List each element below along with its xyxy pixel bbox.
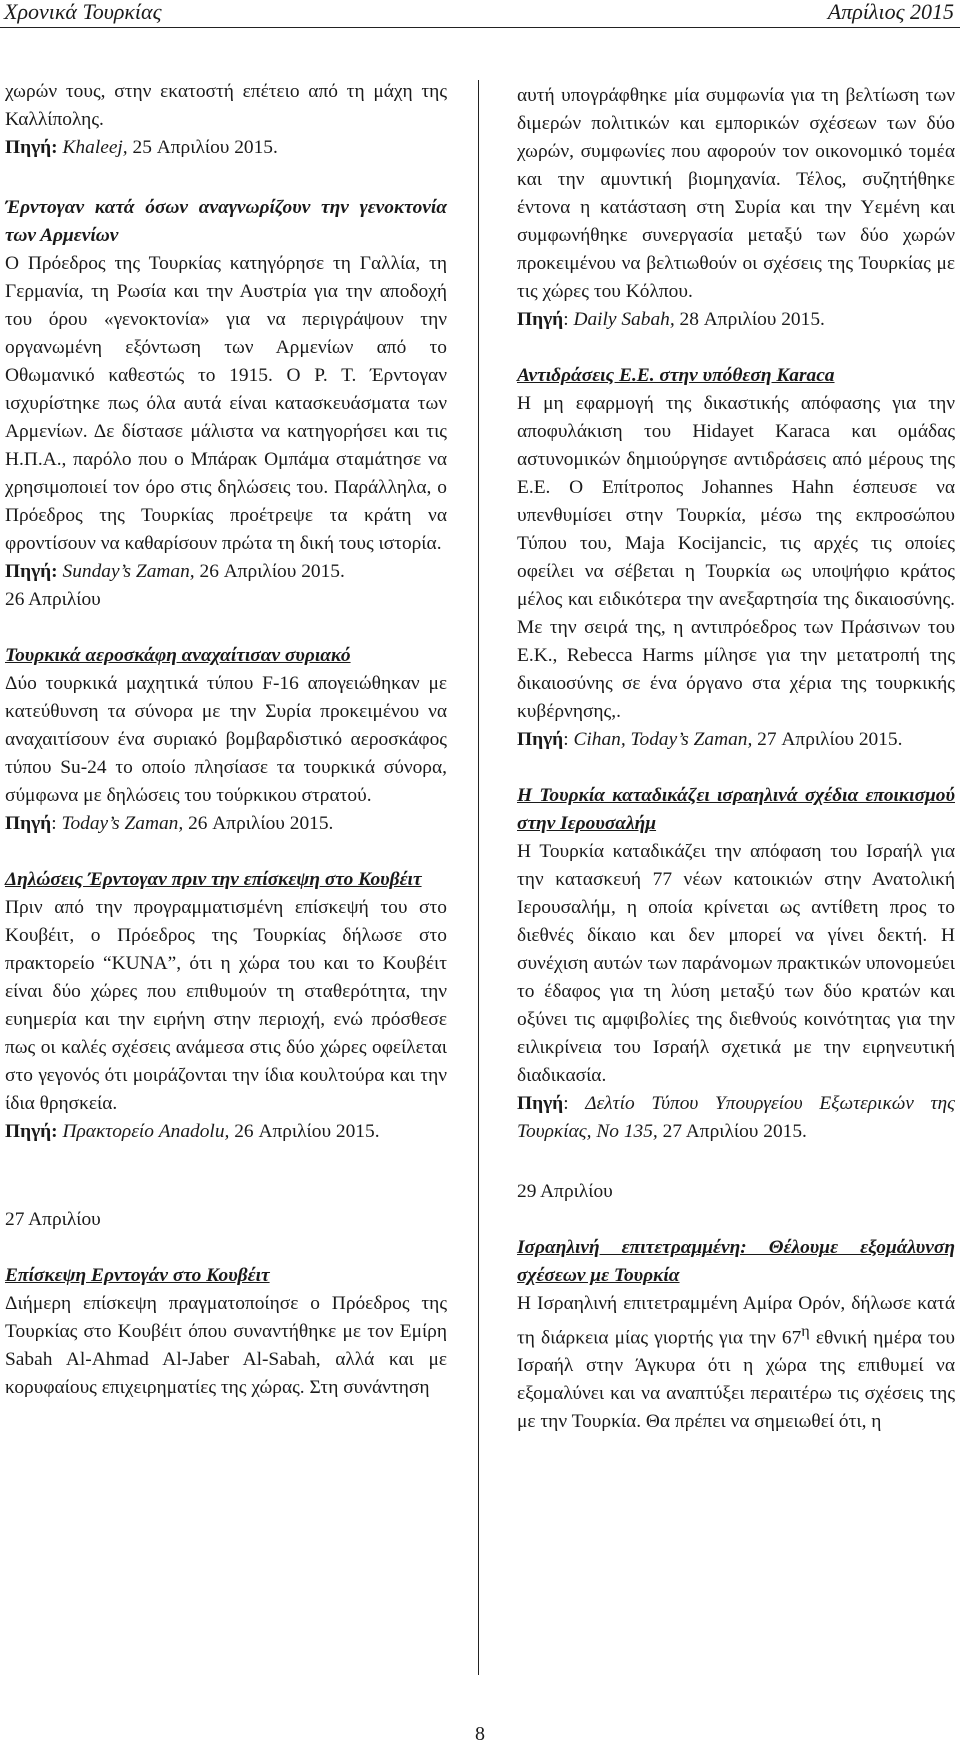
paragraph: Δύο τουρκικά μαχητικά τύπου F-16 απογειώθηκαν με κατεύθυνση τα σύνορα με την Συρία προκειμένου να αναχαιτίσουν ένα συριακό βομβαρδιστικό αεροσκάφος τύπου Su-24 το οποίο πλησίασε τα τουρκικά σύνορα, σύμφωνα με δηλώσεις του τούρκικου στρατού.	[5, 673, 447, 806]
source-line: Πηγή: Today’s Zaman, 26 Απριλίου 2015.	[5, 813, 334, 834]
date-label: 26 Απριλίου	[5, 589, 101, 610]
paragraph: Η μη εφαρμογή της δικαστικής απόφασης για την αποφυλάκιση του Hidayet Karaca και ομάδας αστυνομικών δημιούργησε αντιδράσεις από μέρους της Ε.Ε. Ο Επίτροπος Johannes Hahn έσπευσε να υπενθυμίσει στην Τουρκία, μέσω της εκπροσώπου Τύπου του, Maja Kocijancic, τις αρχές τις οποίες οφείλει να σέβεται η Τουρκία ως υποψήφιο κράτος μέλος και ειδικότερα την ανεξαρτησία της δικαιοσύνης. Με την σειρά της, η αντιπρόεδρος των Πράσινων του Ε.Κ., Rebecca Harms μίλησε για την μετατροπή της δικαιοσύνης σε ένα όργανο στα χέρια της τουρκικής κυβέρνησης,.	[517, 393, 955, 722]
source-line: Πηγή: Khaleej, 25 Απριλίου 2015.	[5, 137, 278, 158]
date-label: 27 Απριλίου	[5, 1209, 101, 1230]
running-header	[0, 0, 960, 26]
article-heading: Αντιδράσεις Ε.Ε. στην υπόθεση Karaca	[517, 365, 835, 386]
article-heading: Τουρκικά αεροσκάφη αναχαίτισαν συριακό	[5, 645, 351, 666]
article-heading: Δηλώσεις Έρντογαν πριν την επίσκεψη στο Κουβέιτ	[5, 869, 422, 890]
source-line: Πηγή: Daily Sabah, 28 Απριλίου 2015.	[517, 309, 825, 330]
source-line: Πηγή: Cihan, Today’s Zaman, 27 Απριλίου 2015.	[517, 729, 903, 750]
paragraph: Η Ισραηλινή επιτετραμμένη Αμίρα Ορόν, δήλωσε κατά τη διάρκεια μίας γιορτής για την $67^\eta$ εθνική ημέρα του Ισραήλ στην Άγκυρα ότι η χώρα της επιθυμεί να εξομαλύνει και να αναπτύξει περαιτέρω τις σχέσεις της με την Τουρκία. Θα πρέπει να σημειωθεί ότι, η	[517, 1293, 955, 1433]
article-heading: Η Τουρκία καταδικάζει ισραηλινά σχέδια εποικισμού στην Ιερουσαλήμ	[517, 785, 955, 834]
header-date: Απρίλιος 2015	[827, 0, 954, 24]
left-column	[5, 78, 447, 1402]
column-divider	[478, 80, 479, 1675]
paragraph: Η Τουρκία καταδικάζει την απόφαση του Ισραήλ για την κατασκευή 77 νέων κατοικιών στην Ανατολική Ιερουσαλήμ, η οποία κρίνεται ως αντίθετη προς το διεθνές δίκαιο και δεν μπορεί να γίνει δεκτή. Η συνέχιση αυτών των παράνομων πρακτικών υπονομεύει το έδαφος για τη λύση μεταξύ των δύο κρατών και οξύνει τις αμφιβολίες της διεθνούς κοινότητας για την ειλικρίνεια του Ισραήλ σχετικά με την ειρηνευτική διαδικασία.	[517, 841, 955, 1086]
date-label: 29 Απριλίου	[517, 1181, 613, 1202]
paragraph: Διήμερη επίσκεψη πραγματοποίησε ο Πρόεδρος της Τουρκίας στο Κουβέιτ όπου συναντήθηκε με τον Εμίρη Sabah Al-Ahmad Al-Jaber Al-Sabah, αλλά και με κορυφαίους επιχειρηματίες της χώρας. Στη συνάντηση	[5, 1293, 447, 1398]
source-line: Πηγή: Sunday’s Zaman, 26 Απριλίου 2015.	[5, 561, 345, 582]
paragraph: αυτή υπογράφθηκε μία συμφωνία για τη βελτίωση των διμερών πολιτικών και εμπορικών σχέσεων των δύο χωρών, συμφωνίες που αφορούν τον οικονομικό τομέα και την αμυντική βιομηχανία. Τέλος, συζητήθηκε έντονα η κατάσταση στη Συρία και την Υεμένη και συμφωνήθηκε συνεργασία μεταξύ των δύο χωρών προκειμένου να βελτιωθούν οι σχέσεις της Τουρκίας με τις χώρες του Κόλπου.	[517, 85, 955, 302]
header-title: Χρονικά Τουρκίας	[4, 0, 162, 24]
header-rule	[0, 27, 960, 28]
page-number: 8	[475, 1723, 485, 1745]
article-heading: Έρντογαν κατά όσων αναγνωρίζουν την γενοκτονία των Αρμενίων	[5, 197, 447, 246]
article-heading: Επίσκεψη Ερντογάν στο Κουβέιτ	[5, 1265, 270, 1286]
paragraph: Πριν από την προγραμματισμένη επίσκεψή του στο Κουβέιτ, ο Πρόεδρος της Τουρκίας δήλωσε στο πρακτορείο “KUNA”, ότι η χώρα του και το Κουβέιτ είναι δύο χώρες που επιθυμούν τη σταθερότητα, την ευημερία και την ειρήνη στην περιοχή, ενώ πρόσθεσε πως οι καλές σχέσεις ανάμεσα στις δύο χώρες οφείλεται στο γεγονός ότι μοιράζονται την ίδια κουλτούρα και την ίδια θρησκεία.	[5, 897, 447, 1114]
right-column	[517, 82, 955, 1436]
source-line: Πηγή: Πρακτορείο Anadolu, 26 Απριλίου 2015.	[5, 1121, 380, 1142]
source-line: Πηγή: Δελτίο Τύπου Υπουργείου Εξωτερικών της Τουρκίας, Νο 135, 27 Απριλίου 2015.	[517, 1093, 955, 1142]
article-heading: Ισραηλινή επιτετραμμένη: Θέλουμε εξομάλυνση σχέσεων με Τουρκία	[517, 1237, 955, 1286]
paragraph: χωρών τους, στην εκατοστή επέτειο από τη μάχη της Καλλίπολης.	[5, 81, 447, 130]
paragraph: Ο Πρόεδρος της Τουρκίας κατηγόρησε τη Γαλλία, τη Γερμανία, τη Ρωσία και την Αυστρία για την αποδοχή του όρου «γενοκτονία» για να περιγράψουν την οργανωμένη εξόντωση των Αρμενίων από το Οθωμανικό καθεστώς το 1915. Ο Ρ. Τ. Έρντογαν ισχυρίστηκε πως όλα αυτά είναι κατασκευάσματα των Αρμενίων. Δε δίστασε μάλιστα να κατηγορήσει και τις Η.Π.Α., παρόλο που ο Μπάρακ Ομπάμα σταμάτησε να χρησιμοποιεί τον όρο στις δηλώσεις του. Παράλληλα, ο Πρόεδρος της Τουρκίας προέτρεψε τα κράτη να φροντίσουν να καθαρίσουν πρώτα τη δική τους ιστορία.	[5, 253, 447, 554]
